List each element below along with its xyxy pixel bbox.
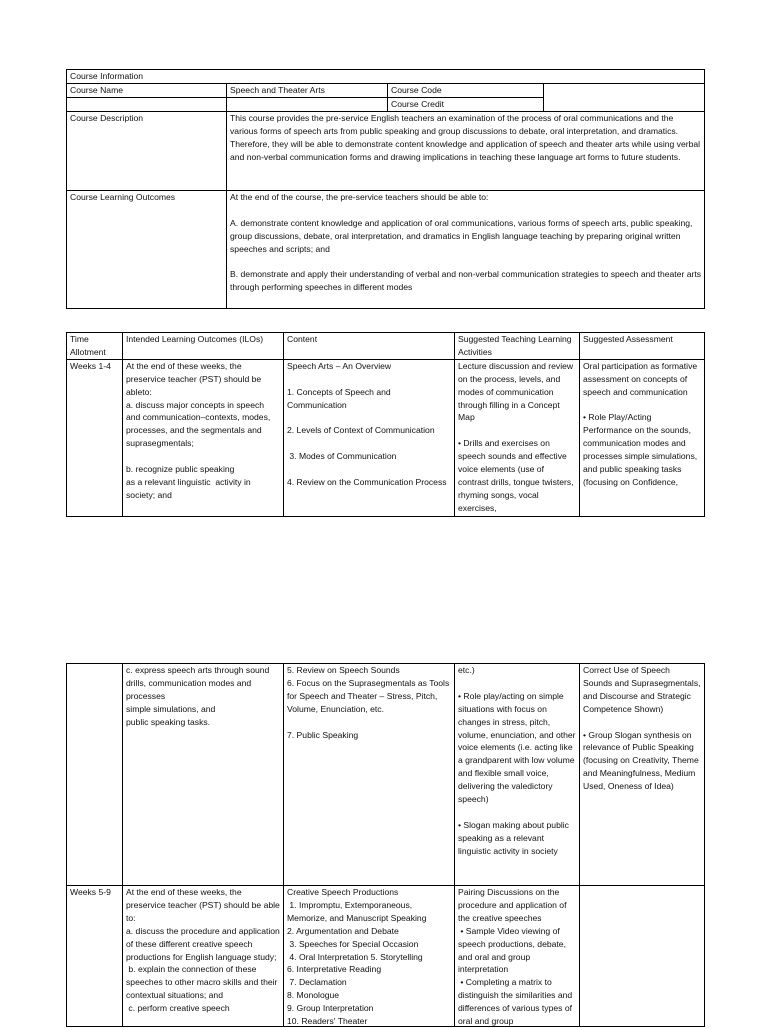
activities-cell [455,664,580,886]
assessment-cell [580,886,705,1027]
activities-text: etc.) • Role play/acting on simple situations with focus on changes in stress, pitch, volume, enunciation, and other voice elements (i.e. acting like a grandparent with low volume and flexible small voice, delivering the valedictory speech) • Slogan making about public speaking as a relevant linguistic activity in society [458,665,576,856]
time-cell [67,886,123,1027]
course-name-value: Speech and Theater Arts [227,84,388,98]
empty-cell [227,98,388,112]
time-text: Weeks 1-4 [70,360,111,371]
time-cell [67,359,123,516]
ilos-cell [123,359,284,516]
header-assessment: Suggested Assessment [580,333,705,360]
time-cell [67,664,123,886]
activities-text: Pairing Discussions on the procedure and application of the creative speeches • Sample Video viewing of speech productions, debate, and oral and group interpretation • Completing a matrix to distinguish the similarities and differences of various types of oral and group [458,887,573,1027]
header-ilos: Intended Learning Outcomes (ILOs) [123,333,284,360]
assessment-cell [580,359,705,516]
assessment-text: Correct Use of Speech Sounds and Suprasegmentals, and Discourse and Strategic Competence Shown) • Group Slogan synthesis on relevance of Public Speaking (focusing on Creativity, Theme and Meaningfulness, Medium Used, Oneness of Idea) [583,665,701,792]
course-description-label: Course Description [67,111,227,190]
empty-cell [67,98,227,112]
ilos-text: At the end of these weeks, the preservice teacher (PST) should be ableto: a. discuss major concepts in speech and communication–contexts, modes, processes, and the segmentals and suprasegmentals; b. recognize public speaking as a relevant linguistic activity in society; and [126,360,271,500]
ilos-text: c. express speech arts through sound drills, communication modes and processes simple simulations, and public speaking tasks. [126,665,270,727]
time-text: Weeks 5-9 [70,887,111,897]
course-code-label: Course Code [388,84,544,98]
course-information-header: Course Information [67,70,705,84]
course-name-label: Course Name [67,84,227,98]
learning-plan-table-part1 [66,332,705,517]
course-description-text: This course provides the pre-service English teachers an examination of the process of oral communications and the various forms of speech arts from public speaking and group discussions to debate, oral interpretation, and dramatics. Therefore, they will be able to demonstrate content knowledge and application of speech and theater arts while using verbal and non-verbal communication forms and drawing implications in teaching these language art forms to future students. [227,111,705,190]
ilos-cell [123,886,284,1027]
content-cell [284,359,455,516]
assessment-text: Oral participation as formative assessment on concepts of speech and communication • Role Play/Acting Performance on the sounds, communication modes and processes simple simulations, and public speaking tasks (focusing on Confidence, [583,360,698,487]
activities-cell [455,359,580,516]
assessment-text [583,886,701,1026]
course-outcomes-text: At the end of the course, the pre-service teachers should be able to: A. demonstrate content knowledge and application of oral communications, various forms of speech arts, public speaking, group discussions, debate, oral interpretation, and dramatics in English language teaching by preparing original written speeches and scripts; and B. demonstrate and apply their understanding of verbal and non-verbal communication strategies to speech and theater arts through performing speeches in different modes [227,190,705,308]
learning-plan-table-part2 [66,663,705,1027]
content-text: Creative Speech Productions 1. Impromptu, Extemporaneous, Memorize, and Manuscript Speaking 2. Argumentation and Debate 3. Speeches for Special Occasion 4. Oral Interpretation 5. Storytelling 6. Interpretative Reading 7. Declamation 8. Monologue 9. Group Interpretation 10. Readers' Theater [287,887,427,1027]
header-content: Content [284,333,455,360]
content-cell [284,886,455,1027]
course-outcomes-label: Course Learning Outcomes [67,190,227,308]
time-text [70,664,119,885]
course-credit-label: Course Credit [388,98,544,112]
header-activities: Suggested Teaching Learning Activities [455,333,580,360]
activities-text: Lecture discussion and review on the process, levels, and modes of communication through filling in a Concept Map • Drills and exercises on speech sounds and effective voice elements (use of contrast drills, tongue twisters, rhyming songs, vocal exercises, [458,360,574,513]
activities-cell [455,886,580,1027]
course-information-table [66,69,705,309]
assessment-cell [580,664,705,886]
content-cell [284,664,455,886]
ilos-text: At the end of these weeks, the preservice teacher (PST) should be able to: a. discuss the procedure and application of these different creative speech productions for English language study; b. explain the connection of these speeches to other macro skills and their contextual situations; and c. perform creative speech [126,887,280,1014]
content-text: 5. Review on Speech Sounds 6. Focus on the Suprasegmentals as Tools for Speech and Theater – Stress, Pitch, Volume, Enunciation, etc. 7. Public Speaking [287,665,450,740]
header-time-allotment: Time Allotment [67,333,123,360]
ilos-cell [123,664,284,886]
course-code-value [544,84,705,112]
content-text: Speech Arts – An Overview 1. Concepts of Speech and Communication 2. Levels of Context of Communication 3. Modes of Communication 4. Review on the Communication Process [287,360,447,487]
